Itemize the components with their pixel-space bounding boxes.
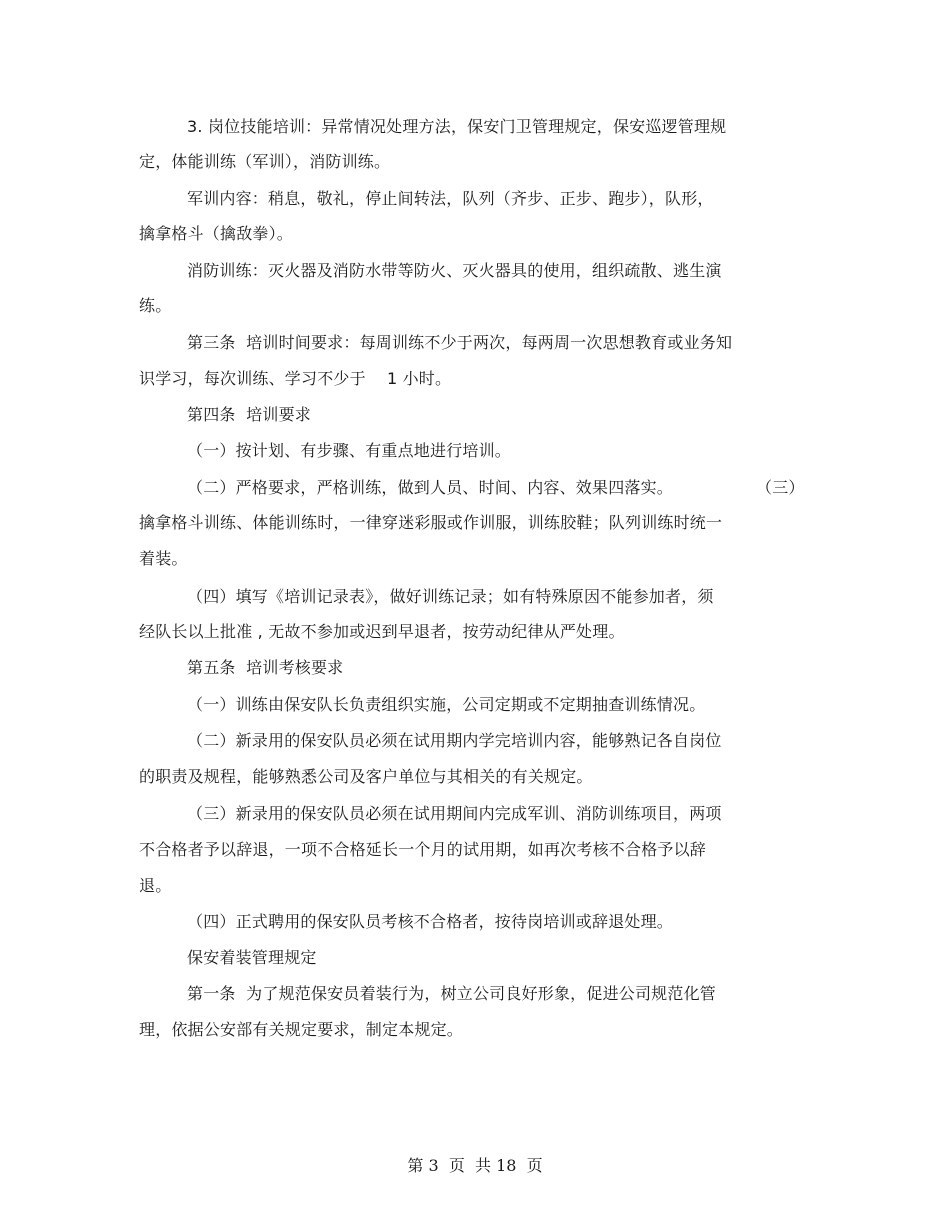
section-heading: 第五条 培训考核要求 <box>187 658 344 677</box>
text-line: 消防训练：灭火器及消防水带等防火、灭火器具的使用，组织疏散、逃生演 <box>187 261 722 280</box>
text-line: （一）训练由保安队长负责组织实施，公司定期或不定期抽查训练情况。 <box>187 695 706 714</box>
text-line: 第三条 培训时间要求：每周训练不少于两次，每两周一次思想教育或业务知 <box>187 333 733 352</box>
text-line: 经队长以上批准 , 无故不参加或迟到早退者，按劳动纪律从严处理。 <box>139 622 625 641</box>
text-line: （四）填写《培训记录表》，做好训练记录；如有特殊原因不能参加者，须 <box>187 587 714 606</box>
text-line: 练。 <box>139 296 172 315</box>
text-line: 着装。 <box>139 549 188 568</box>
text-line: 的职责及规程，能够熟悉公司及客户单位与其相关的有关规定。 <box>139 767 593 786</box>
text-line: 理，依据公安部有关规定要求，制定本规定。 <box>139 1020 464 1039</box>
text-line: 3. 岗位技能培训：异常情况处理方法，保安门卫管理规定，保安巡逻管理规 <box>187 117 727 136</box>
text-line: 擒拿格斗（擒敌拳）。 <box>139 224 294 243</box>
text-line: 定，体能训练（军训），消防训练。 <box>139 152 391 171</box>
page-number-footer: 第 3 页 共 18 页 <box>407 1156 543 1175</box>
section-heading: 第四条 培训要求 <box>187 405 311 424</box>
text-line: （三）新录用的保安队员必须在试用期间内完成军训、消防训练项目，两项 <box>187 804 722 823</box>
text-line: 军训内容：稍息，敬礼，停止间转法，队列（齐步、正步、跑步），队形， <box>187 189 714 208</box>
text-line: （三） <box>756 478 805 497</box>
text-line: （二）严格要求，严格训练，做到人员、时间、内容、效果四落实。 <box>187 478 674 497</box>
text-line: 退。 <box>139 876 172 895</box>
text-line: 第一条 为了规范保安员着装行为，树立公司良好形象，促进公司规范化管 <box>187 984 716 1003</box>
text-line: 不合格者予以辞退，一项不合格延长一个月的试用期，如再次考核不合格予以辞 <box>139 840 707 859</box>
text-line: 识学习，每次训练、学习不少于 1 小时。 <box>139 369 452 388</box>
text-line: （一）按计划、有步骤、有重点地进行培训。 <box>187 441 512 460</box>
text-line: 擒拿格斗训练、体能训练时，一律穿迷彩服或作训服，训练胶鞋；队列训练时统一 <box>139 513 723 532</box>
text-line: （二）新录用的保安队员必须在试用期内学完培训内容，能够熟记各自岗位 <box>187 731 722 750</box>
text-line: （四）正式聘用的保安队员考核不合格者，按待岗培训或辞退处理。 <box>187 912 674 931</box>
section-heading: 保安着装管理规定 <box>187 948 317 967</box>
